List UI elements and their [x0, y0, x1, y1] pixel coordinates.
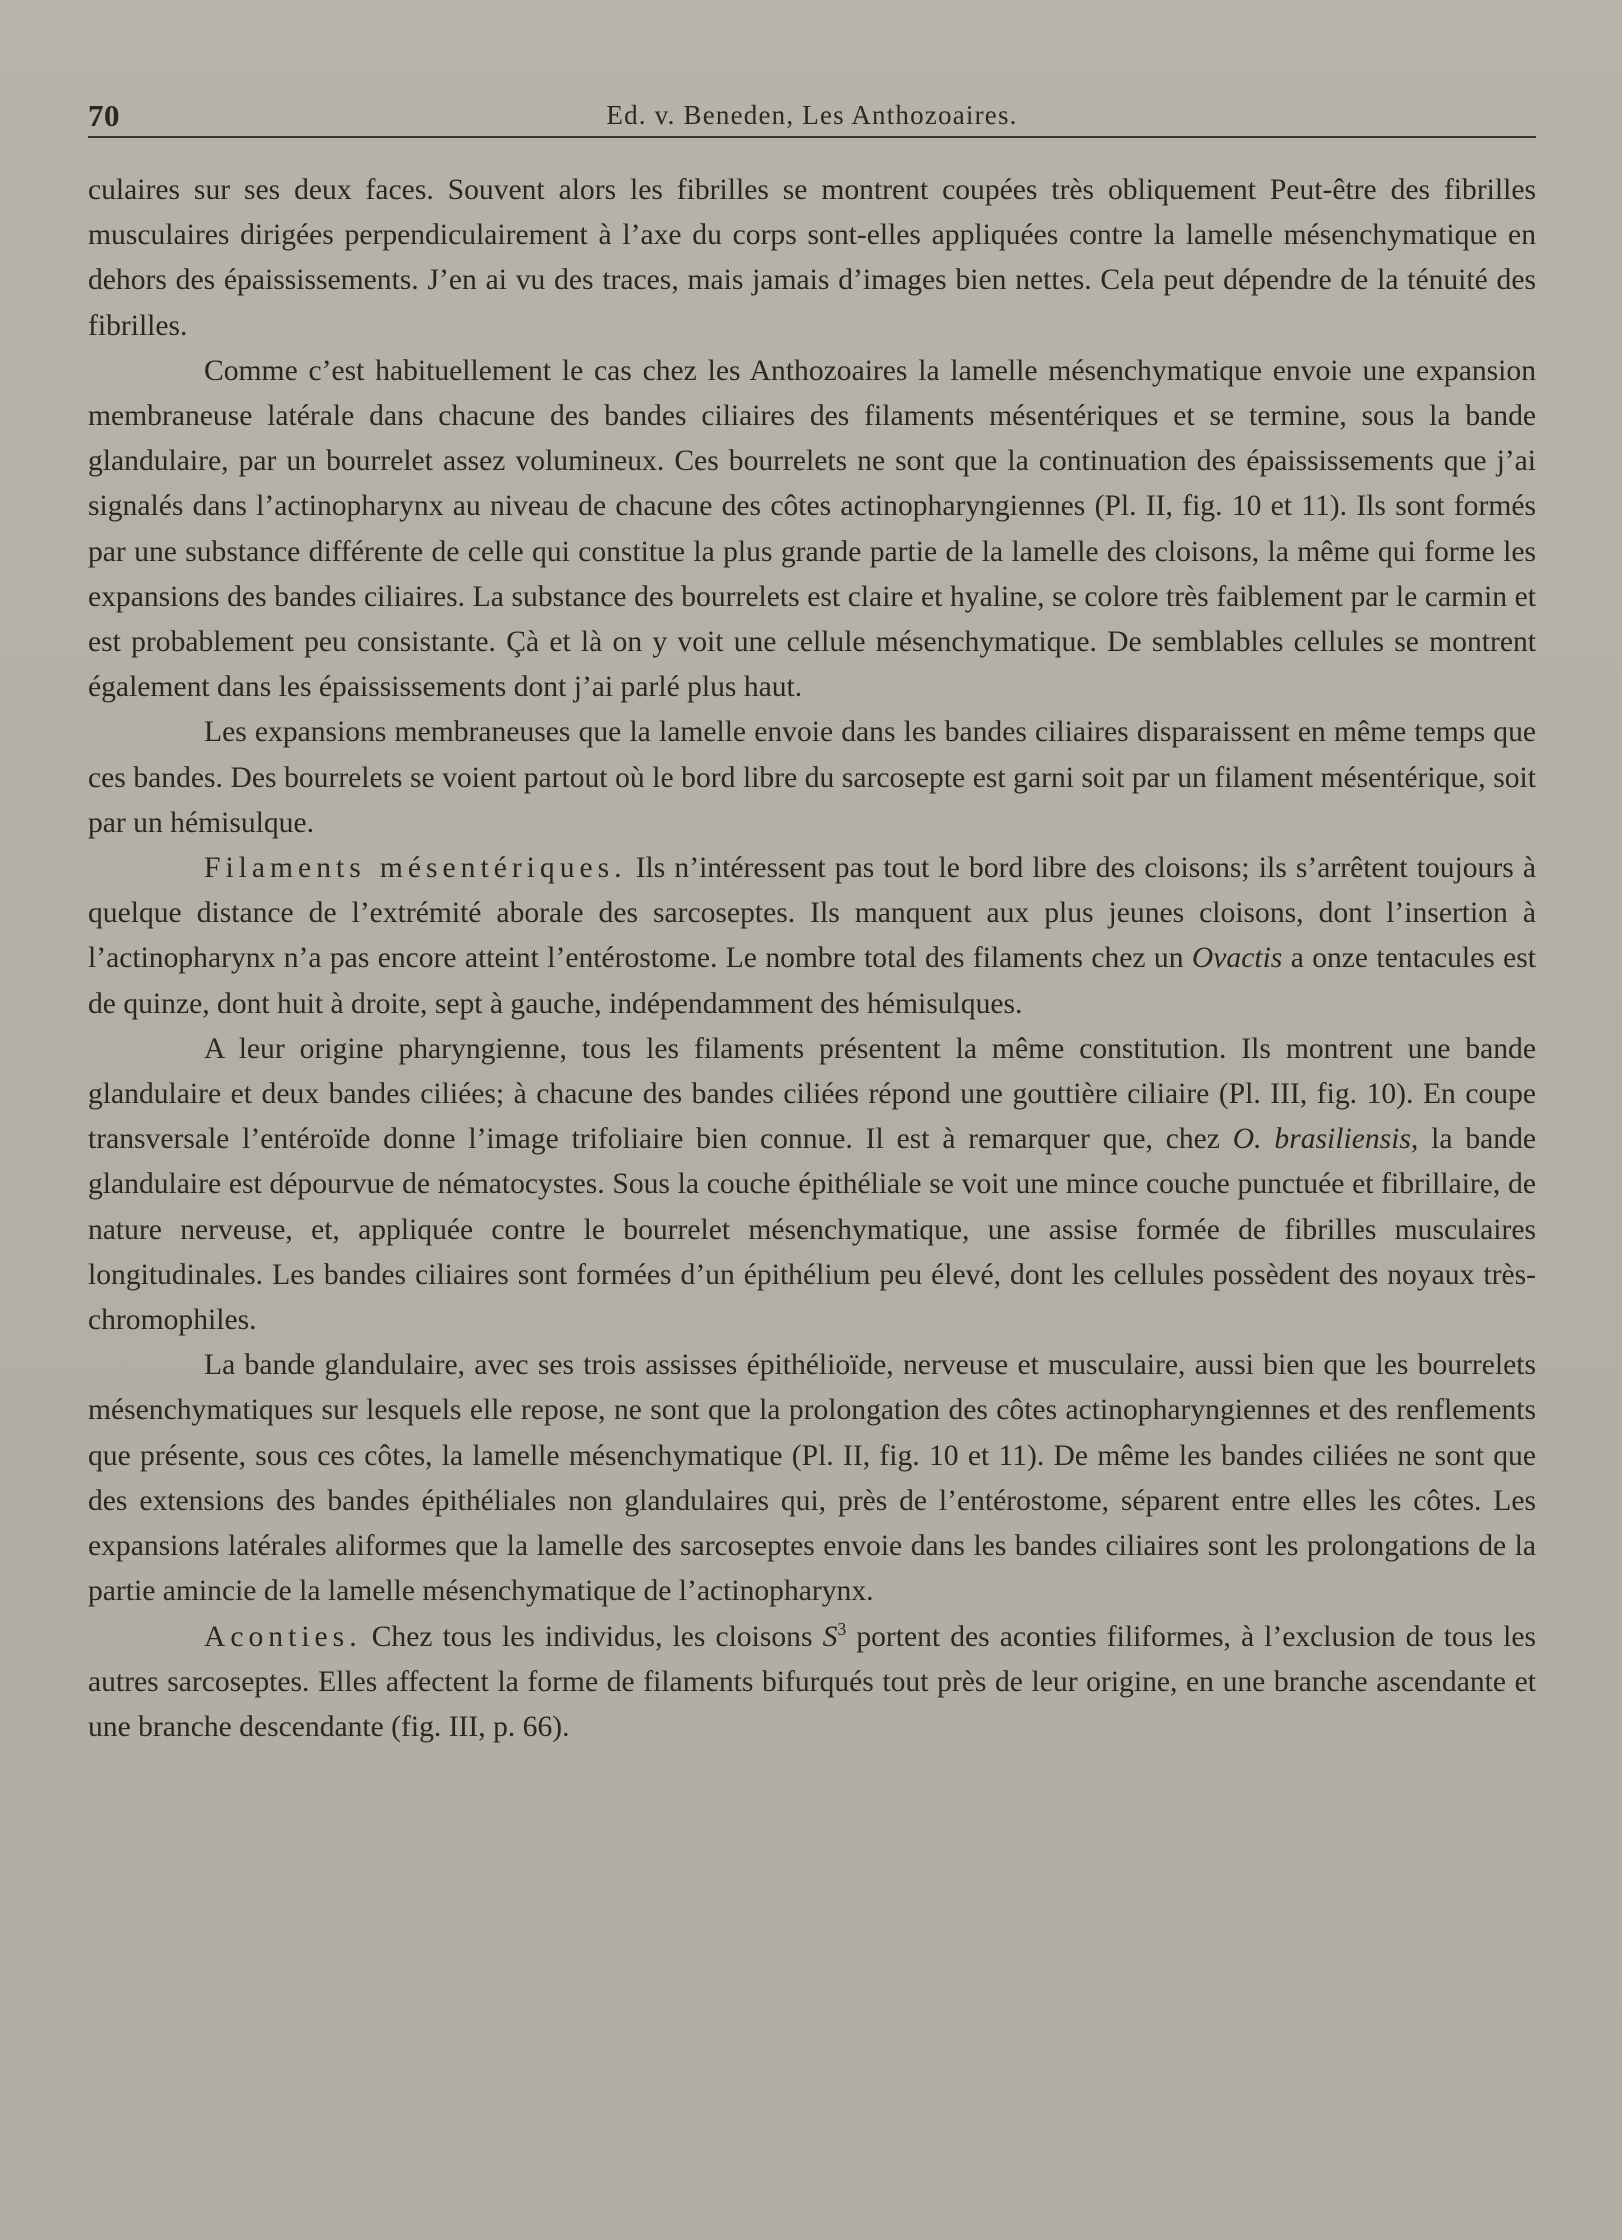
paragraph-5: [88, 1027, 1536, 1343]
section-heading-filaments: Filaments mésentériques.: [204, 852, 627, 885]
paragraph-text: Ils n’intéressent pas tout le bord libre des cloisons; ils s’arrêtent toujours à quelque distance de l’extrémité aborale des sarcoseptes. Ils manquent aux plus jeunes cloisons, dont l’insertion à l’actinopharynx n’a pas encore atteint l’entérostome. Le nombre total des filaments chez un: [88, 852, 1536, 975]
paragraph-4: [88, 846, 1536, 1027]
paragraph-text: la bande glandulaire est dépourvue de nématocystes. Sous la couche épithéliale se voit une mince couche punctuée et fibrillaire, de nature nerveuse, et, appliquée contre le bourrelet mésenchymatique, une assise formée de fibrilles musculaires longitudinales. Les bandes ciliaires sont formées d’un épithélium peu élevé, dont les cellules possèdent des noyaux très-chromophiles.: [88, 1123, 1537, 1337]
paragraph-text: culaires sur ses deux faces. Souvent alors les fibrilles se montrent coupées très obliquement Peut-être des fibrilles musculaires dirigées perpendiculairement à l’axe du corps sont-elles appliquées contre la lamelle mésenchymatique en dehors des épaississements. J’en ai vu des traces, mais jamais d’images bien nettes. Cela peut dépendre de la ténuité des fibrilles.: [88, 174, 1536, 342]
taxon-name: O. brasiliensis,: [1232, 1123, 1419, 1156]
paragraph-3: [88, 710, 1536, 846]
section-heading-aconties: Aconties.: [204, 1620, 362, 1653]
septum-index: 3: [837, 1618, 847, 1639]
page-header: [88, 94, 1536, 134]
septum-symbol: S: [822, 1620, 838, 1653]
taxon-name: Ovactis: [1191, 942, 1283, 975]
page-number: 70: [88, 98, 120, 133]
paragraph-text: La bande glandulaire, avec ses trois assisses épithélioïde, nerveuse et musculaire, aussi bien que les bourrelets mésenchymatiques sur lesquels elle repose, ne sont que la prolongation des côtes actinopharyngiennes et des renflements que présente, sous ces côtes, la lamelle mésenchymatique (Pl. II, fig. 10 et 11). De même les bandes ciliées ne sont que des extensions des bandes épithéliales non glandulaires qui, près de l’entérostome, séparent entre elles les côtes. Les expansions latérales aliformes que la lamelle des sarcoseptes envoie dans les bandes ciliaires sont les prolongations de la partie amincie de la lamelle mésenchymatique de l’actinopharynx.: [88, 1349, 1536, 1608]
paragraph-text: Chez tous les individus, les cloisons: [371, 1620, 813, 1653]
paragraph-6: [88, 1343, 1536, 1614]
paragraph-text: a onze tentacules est de quinze, dont huit à droite, sept à gauche, indépendamment des hémisulques.: [88, 942, 1536, 1020]
paragraph-1: [88, 168, 1536, 349]
paragraph-text: Comme c’est habituellement le cas chez les Anthozoaires la lamelle mésenchymatique envoie une expansion membraneuse latérale dans chacune des bandes ciliaires des filaments mésentériques et se termine, sous la bande glandulaire, par un bourrelet assez volumineux. Ces bourrelets ne sont que la continuation des épaississements que j’ai signalés dans l’actinopharynx au niveau de chacune des côtes actinopharyngiennes (Pl. II, fig. 10 et 11). Ils sont formés par une substance différente de celle qui constitue la plus grande partie de la lamelle des cloisons, la même qui forme les expansions des bandes ciliaires. La substance des bourrelets est claire et hyaline, se colore très faiblement par le carmin et est probablement peu consistante. Çà et là on y voit une cellule mésenchymatique. De semblables cellules se montrent également dans les épaississements dont j’ai parlé plus haut.: [88, 354, 1536, 704]
paragraph-7: [88, 1615, 1536, 1751]
header-rule: [88, 136, 1536, 138]
paragraph-text: Les expansions membraneuses que la lamelle envoie dans les bandes ciliaires disparaissent en même temps que ces bandes. Des bourrelets se voient partout où le bord libre du sarcosepte est garni soit par un filament mésentérique, soit par un hémisulque.: [88, 716, 1536, 839]
paragraph-text: portent des aconties filiformes, à l’exclusion de tous les autres sarcoseptes. Elles affectent la forme de filaments bifurqués tout près de leur origine, en une branche ascendante et une branche descendante (fig. III, p. 66).: [88, 1620, 1536, 1743]
running-title: Ed. v. Beneden, Les Anthozoaires.: [606, 100, 1018, 130]
paragraph-2: [88, 349, 1536, 711]
paragraph-text: A leur origine pharyngienne, tous les filaments présentent la même constitution. Ils montrent une bande glandulaire et deux bandes ciliées; à chacune des bandes ciliées répond une gouttière ciliaire (Pl. III, fig. 10). En coupe transversale l’entéroïde donne l’image trifoliaire bien connue. Il est à remarquer que, chez: [88, 1032, 1536, 1156]
body-text: [88, 168, 1536, 1750]
